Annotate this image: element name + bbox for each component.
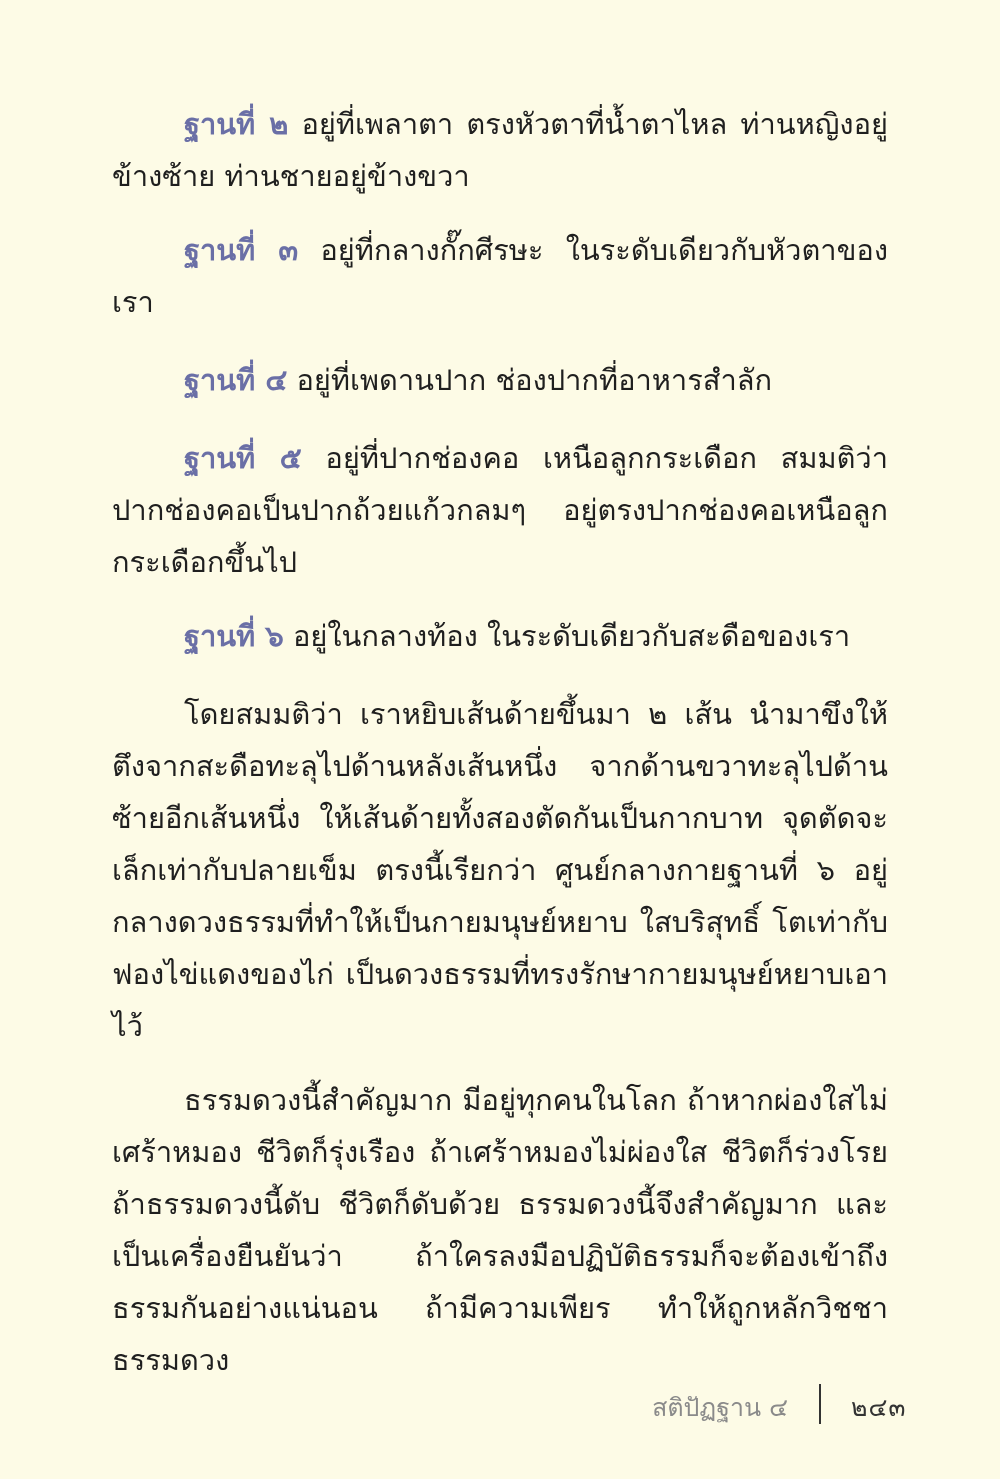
paragraph-base-2 [112,98,888,202]
paragraph-text: อยู่ที่เพดานปาก ช่องปากที่อาหารสำลัก [287,363,773,397]
book-title: สติปัฏฐาน ๔ [652,1393,788,1422]
base-label: ฐานที่ ๕ [184,441,302,475]
paragraph-text: อยู่ที่ปากช่องคอ เหนือลูกกระเดือก สมมติว่าปากช่องคอเป็นปากถ้วยแก้วกลมๆ อยู่ตรงปากช่องคอเหนือลูกกระเดือกขึ้นไป [112,441,888,579]
base-label: ฐานที่ ๒ [184,107,289,141]
paragraph-base-4 [112,354,888,406]
footer-divider [819,1384,821,1424]
base-label: ฐานที่ ๓ [184,233,299,267]
paragraph-text: อยู่ในกลางท้อง ในระดับเดียวกับสะดือของเรา [283,619,851,653]
page-body [112,98,888,1408]
paragraph-dhamma-sphere [112,1074,888,1386]
paragraph-thread-explanation [112,688,888,1052]
paragraph-text: อยู่ที่กลางกั๊กศีรษะ ในระดับเดียวกับหัวตาของเรา [112,233,888,319]
base-label: ฐานที่ ๔ [184,363,288,397]
paragraph-text: โดยสมมติว่า เราหยิบเส้นด้ายขึ้นมา ๒ เส้น นำมาขึงให้ตึงจากสะดือทะลุไปด้านหลังเส้นหนึ่ง จากด้านขวาทะลุไปด้านซ้ายอีกเส้นหนึ่ง ให้เส้นด้ายทั้งสองตัดกันเป็นกากบาท จุดตัดจะเล็กเท่ากับปลายเข็ม ตรงนี้เรียกว่า ศูนย์กลางกายฐานที่ ๖ อยู่กลางดวงธรรมที่ทำให้เป็นกายมนุษย์หยาบ ใสบริสุทธิ์ โตเท่ากับฟองไข่แดงของไก่ เป็นดวงธรรมที่ทรงรักษากายมนุษย์หยาบเอาไว้ [112,697,888,1043]
base-label: ฐานที่ ๖ [184,619,284,653]
paragraph-base-6 [112,610,888,662]
page-number: ๒๔๓ [851,1393,907,1422]
page-footer [0,1384,1000,1428]
paragraph-text: ธรรมดวงนี้สำคัญมาก มีอยู่ทุกคนในโลก ถ้าหากผ่องใสไม่เศร้าหมอง ชีวิตก็รุ่งเรือง ถ้าเศร้าหมองไม่ผ่องใส ชีวิตก็ร่วงโรยถ้าธรรมดวงนี้ดับ ชีวิตก็ดับด้วย ธรรมดวงนี้จึงสำคัญมาก และเป็นเครื่องยืนยันว่า ถ้าใครลงมือปฏิบัติธรรมก็จะต้องเข้าถึงธรรมกันอย่างแน่นอน ถ้ามีความเพียร ทำให้ถูกหลักวิชชา ธรรมดวง [112,1083,888,1377]
paragraph-text: อยู่ที่เพลาตา ตรงหัวตาที่น้ำตาไหล ท่านหญิงอยู่ข้างซ้าย ท่านชายอยู่ข้างขวา [112,107,888,193]
paragraph-base-5 [112,432,888,588]
paragraph-base-3 [112,224,888,328]
